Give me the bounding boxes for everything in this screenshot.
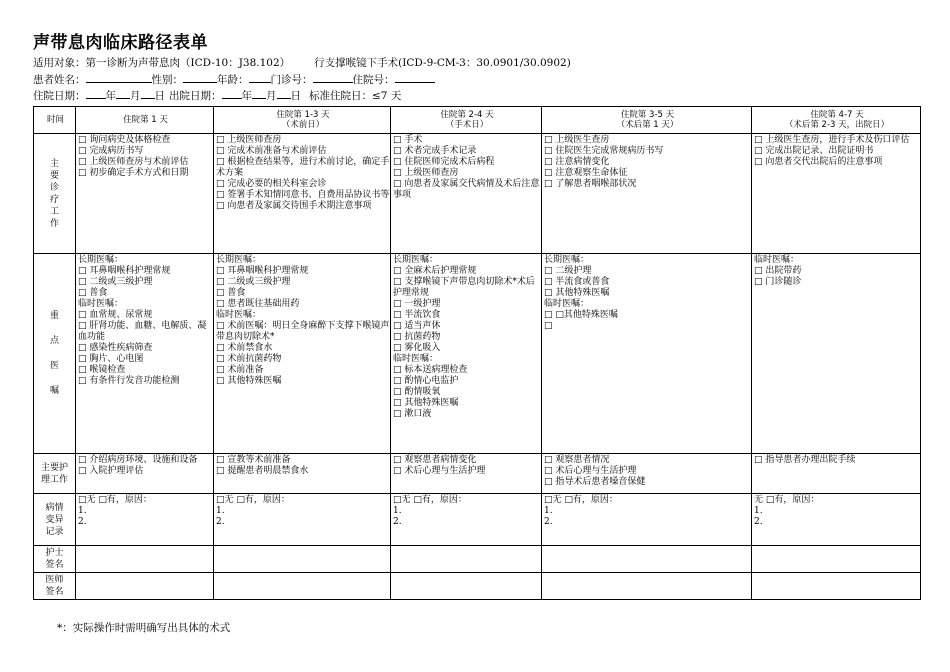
nurse-sign-row — [34, 546, 921, 573]
list-item: □无 □有，原因： — [393, 495, 467, 505]
list-item: □ 根据检查结果等，进行术前讨论，确定手术方案 — [216, 157, 390, 178]
pathway-table — [33, 106, 921, 600]
list-item: □ 术前准备 — [216, 365, 264, 375]
list-item: □ 签署手术知情同意书、自费用品协议书等 — [216, 190, 390, 200]
list-item: □ 术前禁食水 — [216, 343, 273, 353]
list-item: □ 了解患者咽喉部状况 — [544, 179, 637, 189]
variance-row-label-text: 病情变异记录 — [45, 502, 64, 537]
list-item: 2. — [393, 517, 402, 527]
orders-row — [34, 254, 921, 454]
month-label: 月 — [266, 90, 277, 102]
list-item: □ 提醒患者明晨禁食水 — [216, 466, 309, 476]
list-item: □ 酌情吸氧 — [393, 387, 441, 397]
list-item: □ 喉镜检查 — [78, 365, 126, 375]
clinic-no-label: 门诊号： — [270, 74, 313, 86]
work-row-label — [34, 134, 76, 254]
list-item: □ 术后心理与生活护理 — [544, 466, 637, 476]
variance-cell-day24[interactable] — [391, 494, 542, 546]
variance-cell-day35[interactable] — [542, 494, 752, 546]
list-item: 2. — [754, 517, 763, 527]
list-item: □ 初步确定手术方式和日期 — [78, 168, 189, 178]
doctor-sign-row — [34, 573, 921, 600]
list-item: □ 术前抗菌药物 — [216, 354, 282, 364]
day35-header-label: 住院第 3-5 天 — [620, 109, 675, 120]
variance-row-label — [34, 494, 76, 546]
list-item: □ 半流饮食 — [393, 310, 441, 320]
doctor-sign-day24[interactable] — [391, 573, 542, 600]
list-item: □ 抗菌药物 — [393, 332, 441, 342]
nurse-sign-day35[interactable] — [542, 546, 752, 573]
day-label: 日 — [290, 90, 301, 102]
doctor-sign-day1[interactable] — [76, 573, 214, 600]
list-item: □无 □有，原因： — [544, 495, 618, 505]
year-label: 年 — [105, 90, 116, 102]
list-item: □ 血常规、尿常规 — [78, 310, 153, 320]
list-item: □ — [544, 321, 553, 331]
time-header-label: 时间 — [46, 114, 64, 125]
list-item: □ 完成术前准备与术前评估 — [216, 146, 327, 156]
list-item: □无 □有，原因： — [78, 495, 152, 505]
list-item: 长期医嘱： — [78, 255, 124, 265]
list-item: 2. — [78, 517, 87, 527]
day1-header — [76, 107, 214, 134]
list-item: □ 肝肾功能、血糖、电解质、凝血功能 — [78, 321, 207, 342]
nursing-cell-day24 — [391, 454, 542, 494]
list-item: □ 其他特殊医嘱 — [544, 288, 610, 298]
list-item: □ 询问病史及体格检查 — [78, 135, 171, 145]
list-item: 长期医嘱： — [216, 255, 262, 265]
list-item: □ 完成出院记录、出院证明书 — [754, 146, 874, 156]
list-item: □ 漱口液 — [393, 409, 432, 419]
nursing-cell-day1 — [76, 454, 214, 494]
list-item: □ 其他特殊医嘱 — [216, 376, 282, 386]
list-item: □ 手术 — [393, 135, 423, 145]
list-item: □ 出院带药 — [754, 266, 802, 276]
nurse-sign-label-text: 护士签名 — [45, 548, 64, 570]
day35-header — [542, 107, 752, 134]
list-item: □ 注意病情变化 — [544, 157, 610, 167]
list-item: □无 □有，原因： — [216, 495, 290, 505]
doctor-sign-day35[interactable] — [542, 573, 752, 600]
procedure-code: 行支撑喉镜下手术(ICD-9-CM-3：30.0901/30.0902) — [314, 57, 571, 69]
age-label: 年龄： — [217, 74, 249, 86]
list-item: □ 观察患者病情变化 — [393, 455, 477, 465]
admit-month-field[interactable] — [116, 87, 130, 99]
list-item: □ 二级护理 — [544, 266, 592, 276]
date-line — [33, 87, 401, 103]
nursing-row-label-text: 主要护理工作 — [40, 462, 68, 485]
list-item: □ 注意观察生命体征 — [544, 168, 628, 178]
orders-cell-day13 — [214, 254, 391, 454]
list-item: □ □其他特殊医嘱 — [544, 310, 618, 320]
list-item: □ 宣教等术前准备 — [216, 455, 291, 465]
list-item: □ 适当声休 — [393, 321, 441, 331]
work-cell-day13 — [214, 134, 391, 254]
list-item: □ 耳鼻咽喉科护理常规 — [78, 266, 171, 276]
list-item: □ 上级医生查房，进行手术及伤口评估 — [754, 135, 910, 145]
nurse-sign-row-label — [34, 546, 76, 573]
list-item: □ 完成必要的相关科室会诊 — [216, 179, 327, 189]
age-field[interactable] — [249, 71, 271, 83]
discharge-year-field[interactable] — [222, 87, 242, 99]
list-item: □ 指导患者办理出院手续 — [754, 455, 856, 465]
applicable-object-line — [33, 56, 571, 70]
doctor-sign-day13[interactable] — [214, 573, 391, 600]
orders-cell-day35 — [542, 254, 752, 454]
admit-date-label: 住院日期： — [33, 90, 86, 102]
discharge-day-field[interactable] — [277, 87, 291, 99]
list-item: □ 二级或三级护理 — [216, 277, 291, 287]
nurse-sign-day1[interactable] — [76, 546, 214, 573]
doctor-sign-row-label — [34, 573, 76, 600]
gender-field[interactable] — [183, 71, 217, 83]
list-item: 长期医嘱： — [544, 255, 590, 265]
admission-no-field[interactable] — [395, 71, 435, 83]
work-cell-day1 — [76, 134, 214, 254]
variance-row — [34, 494, 921, 546]
nursing-cell-day13 — [214, 454, 391, 494]
list-item: 临时医嘱： — [754, 255, 800, 265]
variance-cell-day1[interactable] — [76, 494, 214, 546]
work-cell-day24 — [391, 134, 542, 254]
list-item: □ 向患者交代出院后的注意事项 — [754, 157, 883, 167]
list-item: 1. — [544, 506, 553, 516]
standard-stay: 标准住院日：≤7 天 — [309, 90, 402, 102]
list-item: □ 上级医师查房 — [393, 168, 459, 178]
header-row — [34, 107, 921, 134]
list-item: □ 半流食或普食 — [544, 277, 610, 287]
list-item: 1. — [216, 506, 225, 516]
day47-header-label: 住院第 4-7 天 — [810, 109, 864, 120]
list-item: 无 □有，原因： — [754, 495, 820, 505]
list-item: □ 向患者及家属交代病情及术后注意事项 — [393, 179, 540, 200]
list-item: 1. — [393, 506, 402, 516]
nursing-cell-day47 — [752, 454, 921, 494]
discharge-date-label: 出院日期： — [169, 90, 222, 102]
day35-header-sub: （术后第 1 天） — [616, 120, 679, 130]
variance-cell-day13[interactable] — [214, 494, 391, 546]
list-item: □ 上级医师查房 — [216, 135, 282, 145]
day47-header-sub: （术后第 2-3 天，出院日） — [784, 120, 890, 130]
time-header — [34, 107, 76, 134]
list-item: □ 患者既往基础用药 — [216, 299, 300, 309]
list-item: □ 标本送病理检查 — [393, 365, 468, 375]
day13-header — [214, 107, 391, 134]
list-item: □ 有条件行发音功能检测 — [78, 376, 180, 386]
gender-label: 性别： — [151, 74, 183, 86]
list-item: □ 术前医嘱：明日全身麻醉下支撑下喉镜声带息肉切除术* — [216, 321, 390, 342]
orders-row-label-text: 重点医嘱 — [49, 310, 59, 396]
day-label: 日 — [154, 90, 165, 102]
work-row-label-text: 主要诊疗工作 — [49, 158, 59, 229]
work-cell-day47 — [752, 134, 921, 254]
month-label: 月 — [130, 90, 141, 102]
nurse-sign-day24[interactable] — [391, 546, 542, 573]
list-item: □ 一级护理 — [393, 299, 441, 309]
patient-name-label: 患者姓名： — [33, 74, 86, 86]
list-item: □ 耳鼻咽喉科护理常规 — [216, 266, 309, 276]
list-item: □ 上级医师查房与术前评估 — [78, 157, 189, 167]
list-item: □ 全麻术后护理常规 — [393, 266, 477, 276]
list-item: □ 其他特殊医嘱 — [393, 398, 459, 408]
list-item: □ 观察患者情况 — [544, 455, 610, 465]
list-item: □ 门诊随诊 — [754, 277, 802, 287]
list-item: □ 住院医生完成常规病历书写 — [544, 146, 664, 156]
form-title: 声带息肉临床路径表单 — [33, 33, 208, 53]
year-label: 年 — [241, 90, 252, 102]
list-item: 2. — [216, 517, 225, 527]
list-item: □ 完成病历书写 — [78, 146, 144, 156]
admit-day-field[interactable] — [141, 87, 155, 99]
patient-name-field[interactable] — [86, 71, 152, 83]
list-item: □ 上级医生查房 — [544, 135, 610, 145]
list-item: □ 术后心理与生活护理 — [393, 466, 486, 476]
variance-cell-day47[interactable] — [752, 494, 921, 546]
doctor-sign-day47[interactable] — [752, 573, 921, 600]
list-item: 1. — [78, 506, 87, 516]
admit-year-field[interactable] — [86, 87, 106, 99]
list-item: 临时医嘱： — [216, 310, 262, 320]
list-item: □ 雾化吸入 — [393, 343, 441, 353]
nursing-cell-day35 — [542, 454, 752, 494]
clinic-no-field[interactable] — [313, 71, 353, 83]
list-item: □ 住院医师完成术后病程 — [393, 157, 495, 167]
list-item: □ 普食 — [216, 288, 246, 298]
nurse-sign-day13[interactable] — [214, 546, 391, 573]
list-item: 1. — [754, 506, 763, 516]
day24-header-sub: （手术日） — [445, 120, 489, 130]
orders-row-label — [34, 254, 76, 454]
doctor-sign-label-text: 医师签名 — [45, 575, 64, 597]
nurse-sign-day47[interactable] — [752, 546, 921, 573]
list-item: □ 入院护理评估 — [78, 466, 144, 476]
day13-header-label: 住院第 1-3 天 — [276, 109, 330, 120]
day24-header — [391, 107, 542, 134]
list-item: □ 酌情心电监护 — [393, 376, 459, 386]
patient-info-line — [33, 71, 435, 87]
list-item: 2. — [544, 517, 553, 527]
list-item: □ 普食 — [78, 288, 108, 298]
list-item: □ 介绍病房环境、设施和设备 — [78, 455, 198, 465]
applicable-object: 适用对象：第一诊断为声带息肉（ICD-10：J38.102） — [33, 57, 291, 69]
day24-header-label: 住院第 2-4 天 — [440, 109, 494, 120]
list-item: □ 胸片、心电图 — [78, 354, 144, 364]
nursing-row-label — [34, 454, 76, 494]
list-item: 长期医嘱： — [393, 255, 439, 265]
work-cell-day35 — [542, 134, 752, 254]
admission-no-label: 住院号： — [352, 74, 395, 86]
list-item: □ 二级或三级护理 — [78, 277, 153, 287]
list-item: □ 向患者及家属交待围手术期注意事项 — [216, 201, 372, 211]
orders-cell-day24 — [391, 254, 542, 454]
day47-header — [752, 107, 921, 134]
discharge-month-field[interactable] — [252, 87, 266, 99]
list-item: □ 术者完成手术记录 — [393, 146, 477, 156]
day13-header-sub: （术前日） — [281, 120, 325, 130]
work-row — [34, 134, 921, 254]
nursing-row — [34, 454, 921, 494]
list-item: 临时医嘱： — [78, 299, 124, 309]
list-item: □ 支撑喉镜下声带息肉切除术*术后护理常规 — [393, 277, 535, 298]
orders-cell-day1 — [76, 254, 214, 454]
list-item: □ 感染性疾病筛查 — [78, 343, 153, 353]
list-item: 临时医嘱： — [544, 299, 590, 309]
footnote: *：实际操作时需明确写出具体的术式 — [57, 622, 231, 634]
day1-header-label: 住院第 1 天 — [123, 114, 168, 125]
orders-cell-day47 — [752, 254, 921, 454]
list-item: 临时医嘱： — [393, 354, 439, 364]
list-item: □ 指导术后患者嗓音保健 — [544, 477, 646, 487]
